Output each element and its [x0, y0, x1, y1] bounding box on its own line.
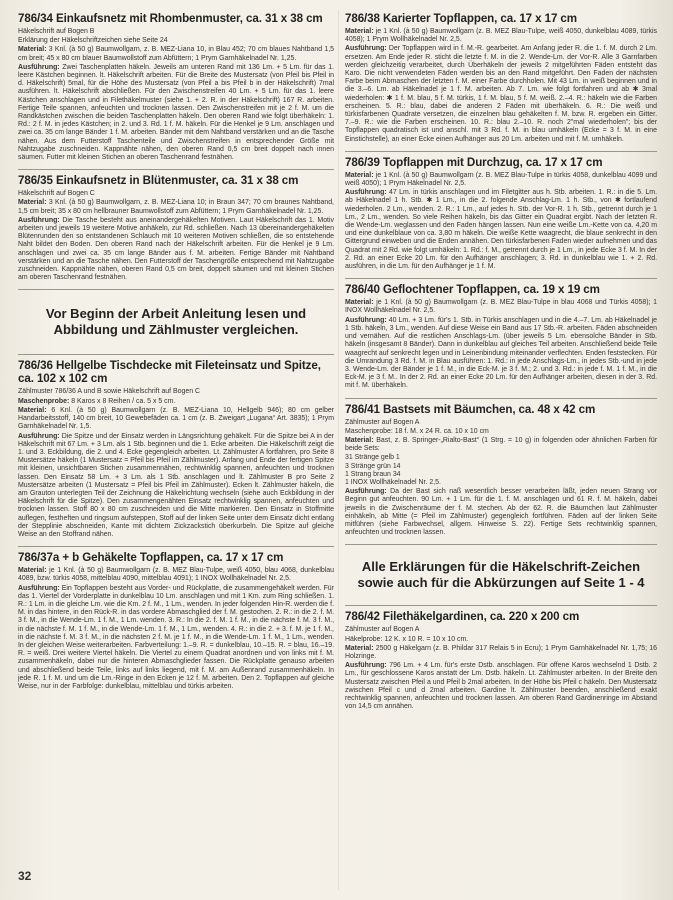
material-text: je 1 Knl. (à 50 g) Baumwollgarn (z. B. MEZ Blau-Tulpe in blau 4068 und Türkis 4058); 1 INOX Wollhäkelnadel Nr. 2,5.: [345, 299, 657, 315]
section-786-39: [345, 156, 657, 271]
material-text: je 1 Knl. (à 50 g) Baumwollgarn (z. B. MEZ Blau-Tulpe, weiß 4050, dunkelblau 4089, türkis 4058); 1 Prym Wollhäkelnadel Nr. 2,5.: [345, 28, 657, 44]
material-label: Material:: [18, 567, 47, 575]
chart-reference: Häkelschrift auf Bogen C: [18, 190, 95, 198]
section-title: 786/37a + b Gehäkelte Topflappen, ca. 17 x 17 cm: [18, 551, 284, 565]
material-label: Material:: [18, 46, 47, 54]
instructions-paragraph: [18, 433, 334, 540]
instructions-paragraph: [18, 585, 334, 692]
section-title: 786/41 Bastsets mit Bäumchen, ca. 48 x 42 cm: [345, 402, 596, 416]
section-786-36: [18, 359, 334, 539]
material-label: Material:: [345, 436, 374, 444]
material-label: Material:: [345, 299, 374, 307]
divider: [345, 278, 657, 279]
divider: [18, 289, 334, 290]
read-instructions-notice: Vor Beginn der Arbeit Anleitung lesen und Abbildung und Zählmuster vergleichen.: [45, 306, 307, 338]
left-column: [18, 12, 334, 698]
instructions-paragraph: [345, 189, 657, 271]
instructions-text: Der Topflappen wird in f. M.-R. gearbeitet. Am Anfang jeder R. die 1. f. M. durch 2 Lm. ersetzen. Am Ende jeder R. sticht die letzte f. M. in die 2. Wende-Lm. der Vor-R. Alle 3 Garnfarben werden gleichzeitig verarbeitet, durch Überhäkeln der jeweils 2 mitgeführten Fäden entsteht das Karo. Die nicht verwendeten Fäden werden bis an den Rand mitgeführt. Den Faden der nächsten Farbe beim Abmaschen der letzten f. M. einer Farbe durchholen. Mit 43 Lm. in weiß beginnen und in die 3.–6. Lm. ab Häkelnadel je 1 f. M. arbeiten. Ab 7. Lm. wie folgt fortfahren und ab ✱ 3mal wiederholen: ✱ 1 f. M. blau, 5 f. M. türkis, 1 f. M. blau, 5 f. M. weiß. 2.–4. R.: häkeln wie die Farben erscheinen. 5. R.: blau, dabei die anderen 2 Fäden mit überhäkeln. 6. R.: Die weiß und türkisfarbenen Quadrate versetzen, die einzelnen blau gehäkelten f. M. bzw. R. ergeben ein Gitter. 7.–9. R.: wie die Farben erscheinen. 10. R.: blau 2.–10. R. noch 2"mal wiederholen"; bis der Topflappen quadratisch ist und anschl. mit 3 Rd. f. M. in blau umhäkeln (Ecke = 3 f. M. in eine Einstichstelle), an einer Ecke einen Aufhänger aus 20 Lm. arbeiten und mit f. M. umhäkeln.: [345, 45, 657, 143]
instructions-label: Ausführung:: [345, 45, 387, 53]
list-item: 31 Stränge gelb 1: [345, 454, 400, 462]
instructions-paragraph: [345, 45, 657, 143]
instructions-text: 40 Lm. + 3 Lm. für's 1. Stb. in Türkis anschlagen und in die 4.–7. Lm. ab Häkelnadel je 1 Stb. häkeln, 3 Lm., wenden. Auf diese Weise ein Band aus 17 Stb.-R. arbeiten. Fäden abschneiden und vernähen. Auf die restlichen Anschlags-Lm. (über jeweils 5 Lm. ebensolche Bänder in Stb. häkeln (insgesamt 8 Bänder). Dann in dunkelblau auf gleiches Teil arbeiten. Anschließend beide Teile waagrecht auf senkrecht legen und in Leinenbindung miteinander verflechten. Enden feststecken. Für die Umrandung 3 Rd. f. M. in Blau ausführen: 1. Rd.: in jede Anschlags-Lm., in jedes Stb.-und in jede 3. Wende-Lm. der Bänder je 1 f. M., in die Eck-M. je 3 f. M.; 2. und 3. Rd.: in jede f. M. 1 f. M., in die Eck-M. je 3 f. M.. In der 2. Rd. an einer Ecke 20 Lm. für den Aufhänger arbeiten, diesen in der 3. Rd. mit f. M. überhäkeln.: [345, 316, 658, 390]
column-gutter: [338, 10, 339, 890]
section-title: 786/39 Topflappen mit Durchzug, ca. 17 x 17 cm: [345, 155, 603, 169]
instructions-paragraph: [345, 488, 657, 537]
section-title: 786/40 Geflochtener Topflappen, ca. 19 x 19 cm: [345, 283, 600, 297]
material-paragraph: [345, 645, 657, 661]
instructions-text: Die Tasche besteht aus aneinandergehäkelten Motiven. Laut Häkelschrift das 1. Motiv arbeiten und jeweils 19 weitere Motive anhäkeln, zur Rd. schließen. Nach 13 übereinandergehäkelten Blütenrunden den so entstandenen Schlauch mit 10 weiteren Motiven schließen, die so entstehende Naht bildet den Boden. Den oberen Rand nach der Häkelschrift arbeiten. Für die Henkel je 9 Lm. anschlagen und zwei ca. 35 cm lange Bänder aus f. M. arbeiten. Fertige Bänder mit Nahtband verstärken und an die Tasche nähen. Den Futterstoff der Taschengröße entsprechend mit Nahtzugabe zuschneiden. Kappnähte nähen, oberen Rand 0,5 cm breit, doppelt säumen und mit kleinen Stichen am oberen Taschenrand festnähen.: [18, 216, 334, 282]
section-title: 786/36 Hellgelbe Tischdecke mit Fileteinsatz und Spitze, ca. 102 x 102 cm: [18, 359, 321, 386]
divider: [18, 546, 334, 547]
instructions-paragraph: [18, 64, 334, 162]
material-label: Material:: [18, 199, 47, 207]
material-text: je 1 Knl. (à 50 g) Baumwollgarn (z. B. MEZ Blau-Tulpe, weiß 4050, blau 4068, dunkelblau 4089, bzw. türkis 4058, mittelblau 4090, mittelblau 4091); 1 INOX Wollhäkelnadel Nr. 2,5.: [18, 567, 334, 583]
material-paragraph: [18, 46, 334, 62]
instructions-label: Ausführung:: [18, 432, 60, 440]
chart-reference: Zählmuster auf Bogen A: [345, 418, 420, 426]
material-label: Material:: [18, 406, 47, 414]
material-label: Material:: [345, 171, 374, 179]
material-text: je 1 Knl. (à 50 g) Baumwollgarn (z. B. MEZ Blau-Tulpe in türkis 4058, dunkelblau 4099 und weiß 4050); 1 Prym Häkelnadel Nr. 2,5.: [345, 171, 657, 188]
material-text: 6 Knl. (à 50 g) Baumwollgarn (z. B. MEZ-Liana 10, Hellgelb 946); 80 cm gelber Handarbeitsstoff, 140 cm breit, 10 Gewebefäden ca. 1 cm (z. B. Zweigart „Lugana“ Art. 3835); 1 Prym Garnhäkelnadel Nr. 1,5.: [18, 406, 334, 431]
instructions-label: Ausführung:: [18, 63, 60, 71]
divider: [345, 544, 657, 545]
instructions-label: Ausführung:: [345, 189, 387, 197]
explanations-notice: Alle Erklärungen für die Häkelschrift-Zeichen sowie auch für die Abkürzungen auf Seite 1 - 4: [357, 559, 645, 591]
chart-reference: Zählmuster 786/36 A und B sowie Häkelschrift auf Bogen C: [18, 388, 201, 396]
divider: [18, 169, 334, 170]
gauge-paragraph: [18, 398, 334, 406]
instructions-paragraph: [345, 662, 657, 711]
instructions-text: Da der Bast sich naß wesentlich besser verarbeiten läßt, jeden neuen Strang vor Beginn gut anfeuchten. 90 Lm. + 1 Lm. für die 1. f. M. anschlagen und 61 R. f. M. häkeln, dabei jeweils in die Zwischenräume der f. M. stechen. Ab der 62. R. die Bäumchen laut Zählmuster einhäkeln, ab Mitte (= Pfeil im Zählmuster) gegengleich fortführen. Fäden auf der linken Seite mitführen (siehe Farbwechsel, allgem. Hinweise S. 22). Fertige Sets rechtwinklig spannen, anfeuchten und trocknen lassen.: [345, 488, 657, 537]
list-item: 1 INOX Wollhäkelnadel Nr. 2,5.: [345, 478, 441, 486]
section-786-35: [18, 174, 334, 282]
section-786-40: [345, 283, 657, 390]
material-label: Material:: [345, 644, 374, 652]
instructions-paragraph: [18, 217, 334, 283]
instructions-text: 796 Lm. + 4 Lm. für's erste Dstb. anschlagen. Für offene Karos wechselnd 1 Dstb. 2 Lm., für geschlossene Karos anstatt der Lm. Dstb. häkeln. Lt. Zählmuster arbeiten. In der Breite den Mustersatz zwischen Pfeil a und Pfeil b 2mal arbeiten. In der Höhe bis Pfeil c häkeln. Den Mustersatz zwischen Pfeil c und d 2mal arbeiten. Gardine lt. Zählmuster beenden, anschließend exakt rechtwinklig spannen, anfeuchten und trocknen lassen. Am oberen Rand Gardinenringe im Abstand von 14,5 cm annähen.: [345, 662, 657, 711]
material-text: 3 Knl. (à 50 g) Baumwollgarn, z. B. MEZ-Liana 10, in Blau 452; 70 cm blaues Nahtband 1,5 cm breit; 45 x 80 cm blauer Baumwollstoff zum Abfüttern; 1 Prym Garnhäkelnadel Nr. 1,25.: [18, 46, 334, 62]
section-title: 786/42 Filethäkelgardinen, ca. 220 x 200 cm: [345, 610, 580, 624]
instructions-paragraph: [345, 317, 657, 391]
instructions-text: Zwei Taschenplatten häkeln. Jeweils am unteren Rand mit 136 Lm. + 5 Lm. für das 1. leere Kästchen beginnen. lt. Häkelschrift arbeiten. Für die Breite des Mustersatz (von Pfeil bis Pfeil in d. Häkelschrift) 5mal, für die Höhe des Mustersatz (von Pfeil a bis Pfeil b in der Häkelschrift) 7mal ausführen. lt. Häkelschrift abschließen. Für den Zwischenstreifen 40 Lm. + 5 Lm. für das 1. leere Kästchen anschlagen und in Filethäkelmuster (siehe 1. + 2. R. in der Häkelschrift) 167 R. arbeiten. Fertige Teile spannen, anfeuchten und trocknen lassen. Den Zwischenstreifen mit je 2 f. M. um die Randkästchen zwischen die beiden Taschenplatten häkeln. Den oberen Rand wie folgt überhäkeln: 1. Rd.: 2 f. M. in jedes Kästchen; in 2. und 3. Rd. 1 f. M. häkeln. Für die Henkel je 9 Lm. anschlagen und zwei ca. 35 cm lange Bänder 1 f. M. arbeiten. Bänder mit dem Nahtband verstärken und an die Tasche nähen. Aus dem Futterstoff Taschenteile und Zwischenstreifen in entsprechender Größe mit Nahtzugabe zuschneiden. Kappnähte nähen, den oberen Rand 0,5 cm breit doppelt nach innen säumen. Futter mit kleinen Stichen an oberen Taschenrand festnähen.: [18, 63, 334, 162]
color-list: [345, 454, 657, 487]
material-text: Bast, z. B. Springer-„Rialto-Bast“ (1 Strg. = 10 g) in folgenden oder ähnlichen Farben für beide Sets:: [345, 436, 658, 453]
section-786-41: [345, 403, 657, 538]
list-item: 3 Stränge grün 14: [345, 462, 401, 470]
instructions-text: Die Spitze und der Einsatz werden in Längsrichtung gehäkelt. Für die Spitze bei A in der Häkelschrift mit 67 Lm. + 3 Lm. als 1 Stb. beginnen und die 1. Ecke arbeiten. Die Häkelschrift zeigt die 1. und 3. Eckbildung, die 2. und 4. Ecke gegengleich arbeiten. Lt. Zählmuster A fortfahren, pro Seite 8 Mustersätze häkeln (1 Mustersatz = Pfeil bis Pfeil im Zählmuster). Anfang und Ende der fertigen Spitze mit kleinen, unsichtbaren Stichen zusammennähen, rechtwinklig spannen, anfeuchten und trocknen lassen. Den Einsatz 58 Lm. + 3 Lm. als 1 Stb. anschlagen und lt. Zählmuster B pro Seite 2 Mustersätze arbeiten (1 Mustersatz = Pfeil bis Pfeil im Zählmuster). Ecken lt. Zählmuster häkeln, die am Grauton unterlegten Teil der Zeichnung die Häkelrichtung wechseln (siehe auch Eckbildung in der Häkelschrift für die Spitze). Den zusammengenähten Einsatz rechtwinklig spannen, anfeuchten und trocknen lassen. Stoff 80 x 80 cm zuschneiden und die Mitte markieren. Den Einsatz in Stoffmitte auflegen, festheften und ringsum aufsteppen, Stoff auf der linken Seite unter dem Einsatz dicht entlang der Stepplinie abschneiden, Kante mit dichtem Zickzackstich überkurbeln. Die Spitze auf gleiche Weise an den Stoffrand nähen.: [18, 432, 334, 538]
material-paragraph: [345, 437, 657, 453]
chart-reference: Häkelschrift auf Bogen B: [18, 28, 95, 35]
divider: [345, 398, 657, 399]
divider: [18, 354, 334, 355]
material-paragraph: [345, 299, 657, 315]
gauge-text: Häkelprobe: 12 K. x 10 R. = 10 x 10 cm.: [345, 635, 469, 643]
symbol-reference: Erklärung der Häkelschriftzeichen siehe Seite 24: [18, 37, 168, 45]
chart-reference: Zählmuster auf Bogen A: [345, 626, 420, 634]
section-title: 786/35 Einkaufsnetz in Blütenmuster, ca. 31 x 38 cm: [18, 174, 299, 188]
instructions-text: Ein Topflappen besteht aus Vorder- und Rückplatte, die zusammengehäkelt werden. Für das 1. Viertel der Vorderplatte in dunkelblau 10 Lm. anschlagen und mit 1 Km. zum Ring schließen. 1. R.: 1 Lm. in die gleiche Lm. wie die Km. 2 f. M., 1 Lm., wenden. In jeder folgenden Hin-R. werden die f. M. in das hintere, in den Rück-R. in das vordere Abmaschglied der f. M. gestochen. 2. R.: in die 2. f. M. 3 f. M., in die Wende-Lm. 1 f. M., 1 Lm. wenden. 3. R.: In die 2. f. M. 1 f. M., in die nächste f. M. 3 f. M., in die nächste f. M. 1 f. M., in die Wende-Lm. 1 f. M., 1 Lm., wenden. 4. R.: in die 2. + 3. f. M. je 1 f. M., in die nächste f. M. 3 f. M., in die nächsten 2 f. M. je 1 f. M., in die Wende-Lm. 1 f. M., 1 Lm., wenden. In der gleichen Weise weiterarbeiten. Farbverteilung: 1.–9. R. = dunkelblau, 10.–15. R. = blau, 16.–19. R. = weiß. Drei weitere Viertel häkeln. Die Viertel zu einem Quadrat anordnen und von links mit f. M. zusammenhäkeln, dabei nur die hinteren Abmaschglieder fassen. Die Rückplatte genauso arbeiten und abschließend beide Teile, links auf links liegend, mit f. M. am Außenrand zusammenhäkeln. In jede R. 1 f. M. und um die Lm.-Ringe in den Ecken je 12 f. M. arbeiten. Den 2. Topflappen auf gleiche Weise, nur in der Farbfolge: dunkelblau, mittelblau und türkis arbeiten.: [18, 584, 334, 690]
right-column: [345, 12, 657, 718]
instructions-label: Ausführung:: [18, 584, 60, 592]
instructions-label: Ausführung:: [345, 488, 387, 496]
section-786-38: [345, 12, 657, 144]
material-text: 2500 g Häkelgarn (z. B. Phildar 317 Relais 5 in Ecru); 1 Prym Garnhäkelnadel Nr. 1,75; 16 Holzringe.: [345, 644, 657, 660]
material-text: 3 Knl. (à 50 g) Baumwollgarn, z. B. MEZ-Liana 10; in Braun 347; 70 cm braunes Nahtband, 1,5 cm breit; 35 x 80 cm hellbrauner Baumwollstoff zum Abfüttern; 1 Prym Garnhäkelnadel Nr. 1,25.: [18, 199, 334, 215]
divider: [345, 605, 657, 606]
material-paragraph: [18, 199, 334, 215]
section-title: 786/38 Karierter Topflappen, ca. 17 x 17 cm: [345, 12, 577, 25]
section-786-42: [345, 610, 657, 711]
section-786-37: [18, 551, 334, 691]
instructions-text: 47 Lm. in türkis anschlagen und im Filetgitter aus h. Stb. arbeiten. 1. R.: in die 5. Lm. ab Häkelnadel 1 h. Stb. ✱ 1 Lm., in die 2. folgende Anschlag-Lm. 1 h. Stb., von ✱ fortlaufend wiederholen. 2 Lm., wenden. 2. R.: 1 Lm., auf jedes h. Stb. der Vor-R. 1 h. Stb., getrennt durch je 1 Lm., 2 Lm., wenden. So viele Reihen häkeln, bis das Gitter ein Quadrat ergibt. Nach der letzten R. die Wende-Lm. weglassen und den Faden hängen lassen. Nun eine weiße Lm.-Kette von ca. 4,20 m und eine dunkelblaue von ca. 3,80 m häkeln. Die weiße Kette waagrecht, die blaue senkrecht in den Gittergrund einweben und die Enden annähen. Den türkisfarbenen Faden wieder aufnehmen und das Quadrat mit 2 Rd. wie folgt umhäkeln: 1. Rd.: f. M., getrennt durch je 1 Lm., in jede Ecke 3 f. M. In der 2. Rd. an einer Ecke 20 Lm. für den Aufhänger anschlagen; 3. Rd. in dunkelblau wie 1. + 2. Rd. ausführen, in die Lm. für den Aufhänger je 1 f. M.: [345, 189, 657, 271]
instructions-label: Ausführung:: [345, 316, 387, 324]
instructions-label: Ausführung:: [18, 216, 60, 224]
instructions-label: Ausführung:: [345, 662, 387, 670]
material-paragraph: [18, 567, 334, 583]
page-number: 32: [18, 869, 32, 883]
list-item: 1 Strang braun 34: [345, 470, 401, 478]
gauge-label: Maschenprobe:: [18, 397, 70, 405]
material-paragraph: [345, 172, 657, 188]
section-786-34: [18, 12, 334, 162]
material-label: Material:: [345, 28, 374, 35]
material-paragraph: [18, 407, 334, 432]
gauge-text: 8 Karos x 8 Reihen / ca. 5 x 5 cm.: [71, 397, 176, 405]
material-paragraph: [345, 28, 657, 44]
gauge-text: Maschenprobe: 18 f. M. x 24 R. ca. 10 x 10 cm: [345, 427, 489, 435]
section-title: 786/34 Einkaufsnetz mit Rhombenmuster, ca. 31 x 38 cm: [18, 12, 323, 25]
divider: [345, 151, 657, 152]
